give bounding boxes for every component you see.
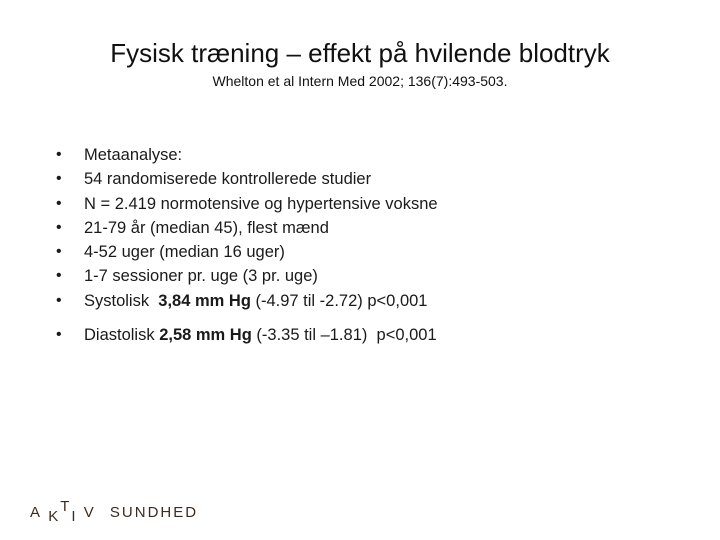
logo-letter: T bbox=[60, 498, 72, 515]
slide-title: Fysisk træning – effekt på hvilende blodtryk bbox=[110, 38, 610, 68]
logo-word: SUNDHED bbox=[109, 504, 199, 521]
aktiv-sundhed-logo bbox=[30, 498, 199, 530]
bullet-text: (-4.97 til -2.72) p<0,001 bbox=[250, 291, 428, 310]
bullet-item bbox=[56, 167, 438, 191]
bullet-text: (-3.35 til –1.81) p<0,001 bbox=[251, 326, 437, 345]
slide-subtitle: Whelton et al Intern Med 2002; 136(7):493-503. bbox=[212, 73, 508, 89]
logo-letter: I bbox=[71, 508, 78, 525]
bullet-text: 1-7 sessioner pr. uge (3 pr. uge) bbox=[84, 267, 318, 286]
bullet-text: Diastolisk bbox=[84, 326, 160, 345]
bullet-item-systolic bbox=[56, 289, 438, 313]
bullet-list bbox=[56, 143, 438, 347]
bullet-text: Systolisk bbox=[84, 291, 159, 310]
bullet-text: 21-79 år (median 45), flest mænd bbox=[84, 218, 329, 237]
logo-letter: A bbox=[30, 504, 43, 521]
bullet-bold-value: 3,84 mm Hg bbox=[158, 291, 251, 310]
bullet-bold-value: 2,58 mm Hg bbox=[159, 326, 252, 345]
bullet-item-diastolic bbox=[56, 323, 438, 347]
bullet-item bbox=[56, 216, 438, 240]
logo-letter: V bbox=[83, 504, 96, 521]
bullet-text: 54 randomiserede kontrollerede studier bbox=[84, 170, 372, 189]
bullet-text: 4-52 uger (median 16 uger) bbox=[84, 243, 285, 262]
bullet-text: N = 2.419 normotensive og hypertensive voksne bbox=[84, 194, 438, 213]
bullet-item bbox=[56, 240, 438, 264]
bullet-item bbox=[56, 264, 438, 288]
bullet-item bbox=[56, 143, 438, 167]
bullet-text: Metaanalyse: bbox=[84, 146, 183, 164]
bullet-item bbox=[56, 192, 438, 216]
logo-letter: K bbox=[48, 508, 61, 525]
side-watermark bbox=[2, 478, 12, 536]
